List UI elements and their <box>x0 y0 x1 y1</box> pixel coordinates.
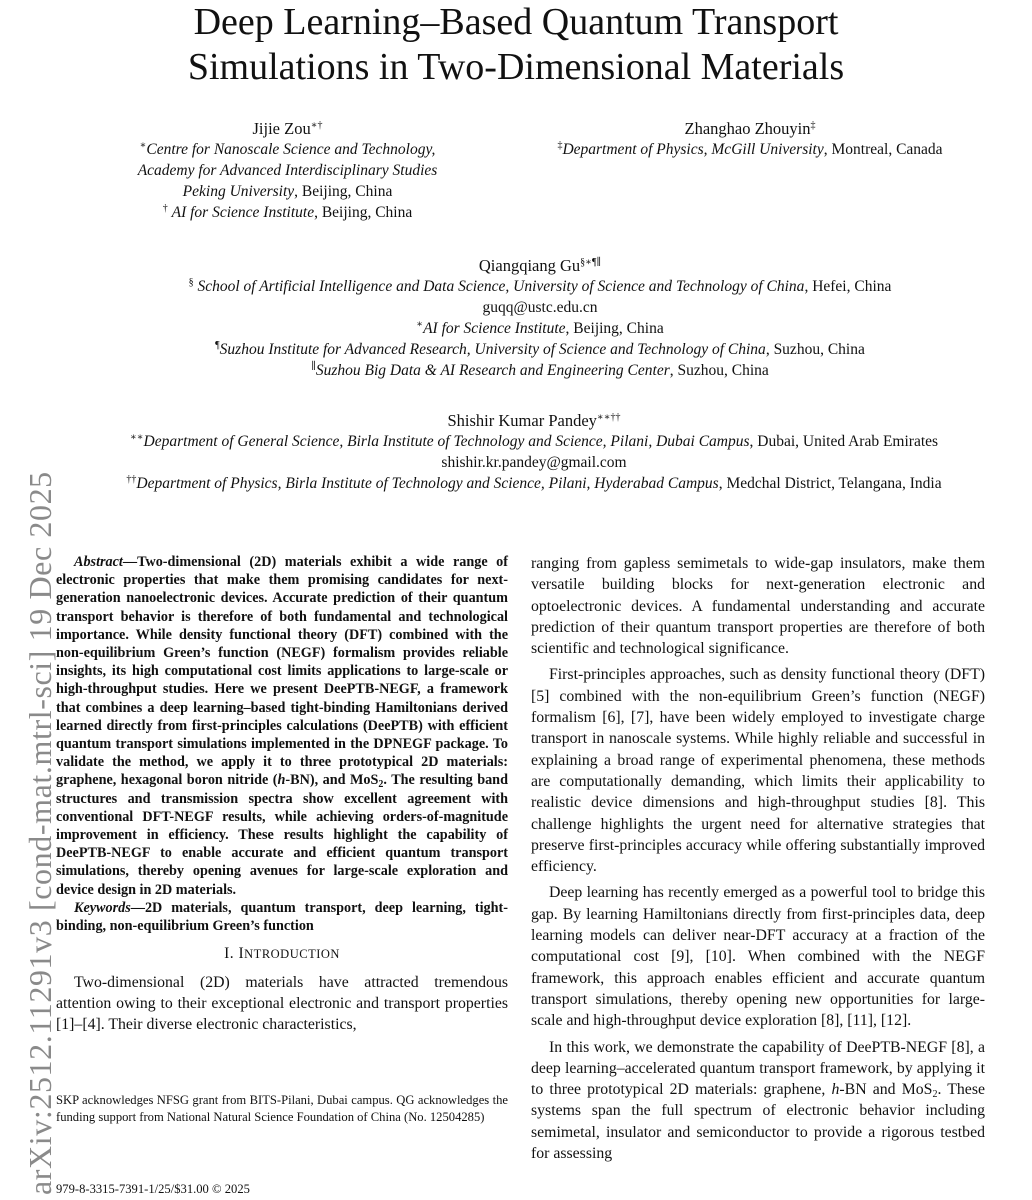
affiliation-location: , Suzhou, China <box>669 362 769 379</box>
math-h: h <box>831 1081 840 1099</box>
affiliation-mark: ∗∗ <box>129 432 144 443</box>
affiliation-mark: †† <box>126 474 137 485</box>
subscript: 2 <box>932 1089 938 1101</box>
affiliation-location: , Medchal District, Telangana, India <box>718 475 942 492</box>
affiliation-location: , Montreal, Canada <box>823 141 943 158</box>
body-paragraph <box>531 1037 985 1165</box>
section-title-rest: NTRODUCTION <box>244 947 340 962</box>
author-name: Zhanghao Zhouyin <box>684 119 811 138</box>
body-text: In this work, we demonstrate the capability of DeePTB-NEGF [8], a deep learning–accelerated quantum transport framework, by applying it to three prototypical 2D materials: graphene, <box>531 1038 985 1099</box>
affiliation: Department of Physics, Birla Institute of Technology and Science, Pilani, Hyderabad Campus <box>136 475 719 492</box>
body-text: -BN and MoS <box>839 1081 933 1099</box>
abstract <box>56 553 508 899</box>
affiliation: Centre for Nanoscale Science and Technology, <box>146 141 436 158</box>
affiliation-location: , Beijing, China <box>565 320 664 337</box>
author-block-zou <box>100 118 475 223</box>
affiliation-location: , Dubai, United Arab Emirates <box>749 433 939 450</box>
body-text: . These systems span the full spectrum of electronic behavior including semimetal, insulator and semiconductor to provide a rigorous testbed for assessing <box>531 1081 985 1163</box>
affiliation: Suzhou Institute for Advanced Research, University of Science and Technology of China <box>219 341 766 358</box>
paper-title <box>0 0 1032 90</box>
keywords-label: Keywords <box>74 899 131 916</box>
author-name: Qiangqiang Gu <box>478 256 581 275</box>
keywords <box>56 899 508 935</box>
affiliation-location: , Hefei, China <box>804 278 892 295</box>
email[interactable]: guqq@ustc.edu.cn <box>482 299 598 316</box>
author-block-pandey <box>40 410 1028 494</box>
title-line-2: Simulations in Two-Dimensional Materials <box>187 46 845 88</box>
affiliation-location: , Beijing, China <box>294 183 393 200</box>
affiliation: Peking University <box>182 183 295 200</box>
affiliation: Academy for Advanced Interdisciplinary Studies <box>137 162 438 179</box>
author-marks: §∗¶∥ <box>580 257 602 268</box>
affiliation-location: , Beijing, China <box>314 204 413 221</box>
email[interactable]: shishir.kr.pandey@gmail.com <box>441 454 627 471</box>
abstract-text: . The resulting band structures and transmission spectra show excellent agreement with conventional DFT-NEGF results, while achieving orders-of-magnitude improvement in efficiency. These results highlight the capability of DeePTB-NEGF to enable accurate and efficient quantum transport simulations, thereby opening avenues for large-scale exploration and device design in 2D materials. <box>56 772 508 898</box>
subscript: 2 <box>378 779 384 791</box>
affiliation-mark: ∗ <box>139 140 147 151</box>
affiliation-mark: ¶ <box>215 340 220 351</box>
affiliation-mark: § <box>188 277 194 288</box>
affiliation: Department of General Science, Birla Institute of Technology and Science, Pilani, Dubai Campus <box>143 433 750 450</box>
affiliation: Department of Physics, McGill University <box>562 141 824 158</box>
title-line-1: Deep Learning–Based Quantum Transport <box>193 1 839 43</box>
affiliation: Suzhou Big Data & AI Research and Engineering Center <box>315 362 670 379</box>
author-marks: ∗† <box>310 120 323 131</box>
abstract-text: —Two-dimensional (2D) materials exhibit a wide range of electronic properties that make them promising candidates for next-generation nanoelectronic devices. Accurate prediction of their quantum transport behavior is therefore of both fundamental and technological importance. While density functional theory (DFT) combined with the non-equilibrium Green’s function (NEGF) formalism provides reliable insights, its high computational cost limits applications to large-scale or high-throughput studies. Here we present DeePTB-NEGF, a framework that combines a deep learning–based tight-binding Hamiltonians derived learned directly from first-principles calculations (DeePTB) with efficient quantum transport simulations implemented in the DPNEGF package. To validate the method, we apply it to three prototypical 2D materials: graphene, hexagonal boron nitride ( <box>56 554 508 789</box>
affiliation: School of Artificial Intelligence and Data Science, University of Science and Technology of China <box>197 278 805 295</box>
author-marks: ‡ <box>810 120 816 131</box>
left-column <box>56 553 508 1035</box>
abstract-label: Abstract <box>74 554 123 570</box>
affiliation-mark: ‡ <box>557 140 563 151</box>
affiliation-mark: ∗ <box>416 319 424 330</box>
author-marks: ∗∗†† <box>596 412 621 423</box>
arxiv-identifier: arXiv:2512.11291v3 [cond-mat.mtrl-sci] 19 Dec 2025 <box>22 471 58 1195</box>
affiliation-location: , Suzhou, China <box>765 341 865 358</box>
affiliation-mark: † <box>162 203 168 214</box>
intro-paragraph: Two-dimensional (2D) materials have attracted tremendous attention owing to their exceptional electronic and transport properties [1]–[4]. Their diverse electronic characteristics, <box>56 973 508 1034</box>
keywords-text: —2D materials, quantum transport, deep learning, tight-binding, non-equilibrium Green’s function <box>56 899 508 935</box>
right-column <box>531 553 985 1164</box>
body-paragraph: First-principles approaches, such as density functional theory (DFT) [5] combined with the non-equilibrium Green’s function (NEGF) formalism [6], [7], have been widely employed to investigate charge transport in nanoscale systems. While highly reliable and successful in explaining a broad range of experimental phenomena, these methods are computationally demanding, which limits their applicability to realistic device dimensions and high-throughput studies [8]. This challenge highlights the urgent need for alternative strategies that preserve first-principles accuracy while offering substantially improved efficiency. <box>531 666 985 876</box>
funding-footnote: SKP acknowledges NFSG grant from BITS-Pilani, Dubai campus. QG acknowledges the funding support from National Natural Science Foundation of China (No. 12504285) <box>56 1093 508 1124</box>
body-paragraph: ranging from gapless semimetals to wide-gap insulators, make them versatile building blocks for next-generation electronic and optoelectronic devices. A fundamental understanding and accurate prediction of their quantum transport properties are therefore of both scientific and technological significance. <box>531 555 985 658</box>
section-heading-introduction <box>56 943 508 965</box>
author-name: Shishir Kumar Pandey <box>447 411 597 430</box>
author-name: Jijie Zou <box>252 119 311 138</box>
affiliation: AI for Science Institute <box>423 320 566 337</box>
section-numeral: I. <box>224 945 239 963</box>
abstract-text: -BN), and MoS <box>285 772 379 789</box>
author-block-gu <box>60 255 1020 381</box>
section-initial: I <box>238 945 245 963</box>
math-h: h <box>277 772 286 789</box>
body-paragraph: Deep learning has recently emerged as a powerful tool to bridge this gap. By learning Hamiltonians directly from first-principles data, deep learning models can deliver near-DFT accuracy at a fraction of the computational cost [9], [10]. When combined with the NEGF framework, this approach enables efficient and accurate quantum transport simulations, thereby opening new opportunities for large-scale and high-throughput device exploration [8], [11], [12]. <box>531 884 985 1030</box>
affiliation-mark: ∥ <box>311 361 316 372</box>
affiliation: AI for Science Institute <box>171 204 315 221</box>
copyright-line: 979-8-3315-7391-1/25/$31.00 © 2025 <box>56 1182 250 1196</box>
author-block-zhouyin <box>505 118 995 160</box>
